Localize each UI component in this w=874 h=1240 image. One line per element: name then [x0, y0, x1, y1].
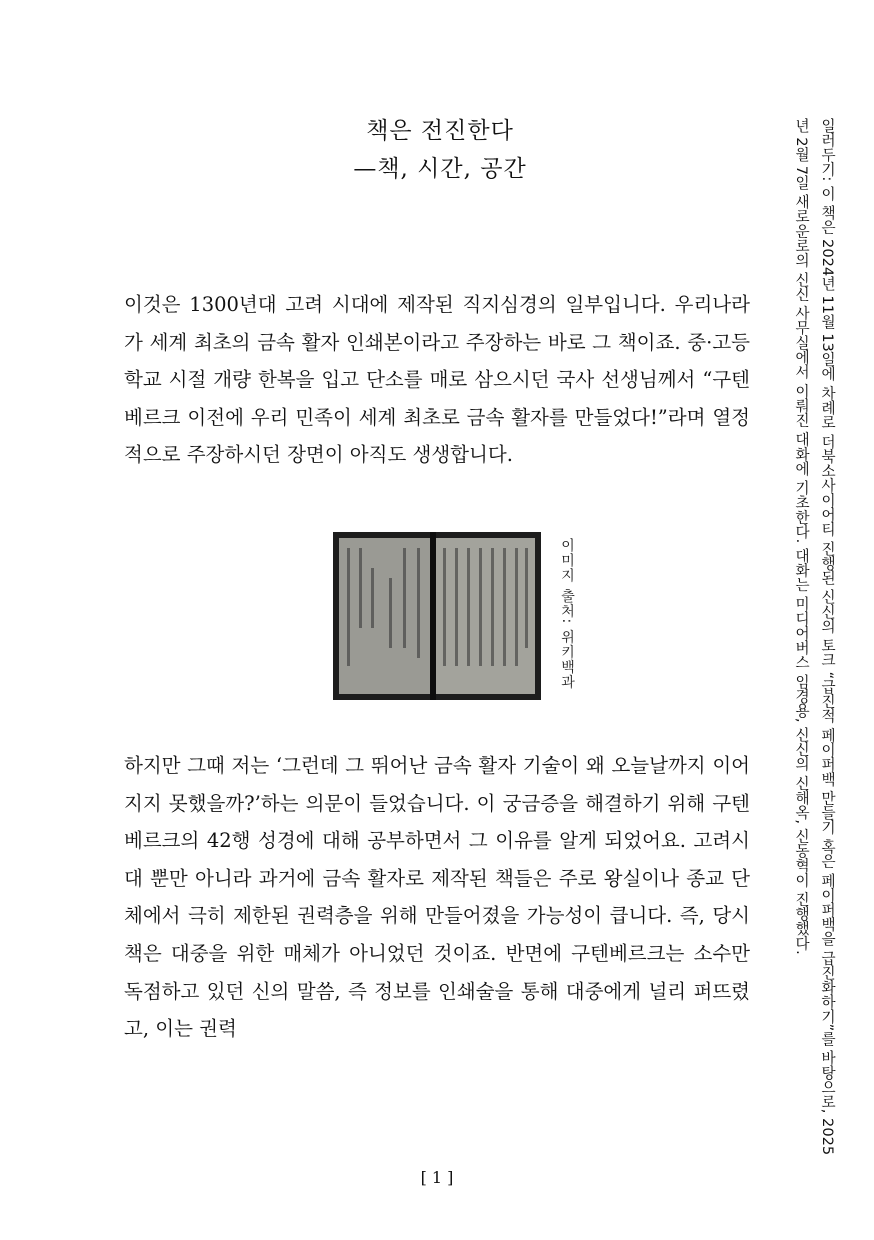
- editorial-note: 일러두기: 이 책은 2024년 11월 13일에 차례로 더북소사이어티 진행된 신신의 토크 “급진적 페이퍼백 만들기 혹은 페이퍼백을 급진화하기”를 바탕으로, 2025년 2월 7일 새로운로의 신신 사무실에서 이뤄진 대화에 기초한다. 대화는 미디어버스 임경용, 신신의 신해옥, 신동혁이 진행했다.: [793, 118, 836, 1156]
- image-credit: 이미지 출처: 위키백과: [559, 538, 575, 690]
- book-spine: [430, 532, 436, 700]
- chapter-title: [260, 112, 620, 188]
- book-page-left: [339, 538, 431, 694]
- page-number: [ 1 ]: [420, 1168, 454, 1187]
- body-paragraph-2: 하지만 그때 저는 ‘그런데 그 뛰어난 금속 활자 기술이 왜 오늘날까지 이어지지 못했을까?’하는 의문이 들었습니다. 이 궁금증을 해결하기 위해 구텐베르크의 42행 성경에 대해 공부하면서 그 이유를 알게 되었어요. 고려시대 뿐만 아니라 과거에 금속 활자로 제작된 책들은 주로 왕실이나 종교 단체에서 극히 제한된 권력층을 위해 만들어졌을 가능성이 큽니다. 즉, 당시 책은 대중을 위한 매체가 아니었던 것이죠. 반면에 구텐베르크는 소수만 독점하고 있던 신의 말씀, 즉 정보를 인쇄술을 통해 대중에게 널리 퍼뜨렸고, 이는 권력: [124, 754, 750, 1041]
- chapter-title-main: 책은 전진한다: [366, 118, 514, 144]
- jikji-book-image: [333, 532, 541, 700]
- chapter-subtitle: —책, 시간, 공간: [353, 156, 527, 182]
- body-paragraph-1: 이것은 1300년대 고려 시대에 제작된 직지심경의 일부입니다. 우리나라가 세계 최초의 금속 활자 인쇄본이라고 주장하는 바로 그 책이죠. 중·고등학교 시절 개량 한복을 입고 단소를 매로 삼으시던 국사 선생님께서 “구텐베르크 이전에 우리 민족이 세계 최초로 금속 활자를 만들었다!”라며 열정적으로 주장하시던 장면이 아직도 생생합니다.: [124, 293, 750, 467]
- book-page-right: [435, 538, 535, 694]
